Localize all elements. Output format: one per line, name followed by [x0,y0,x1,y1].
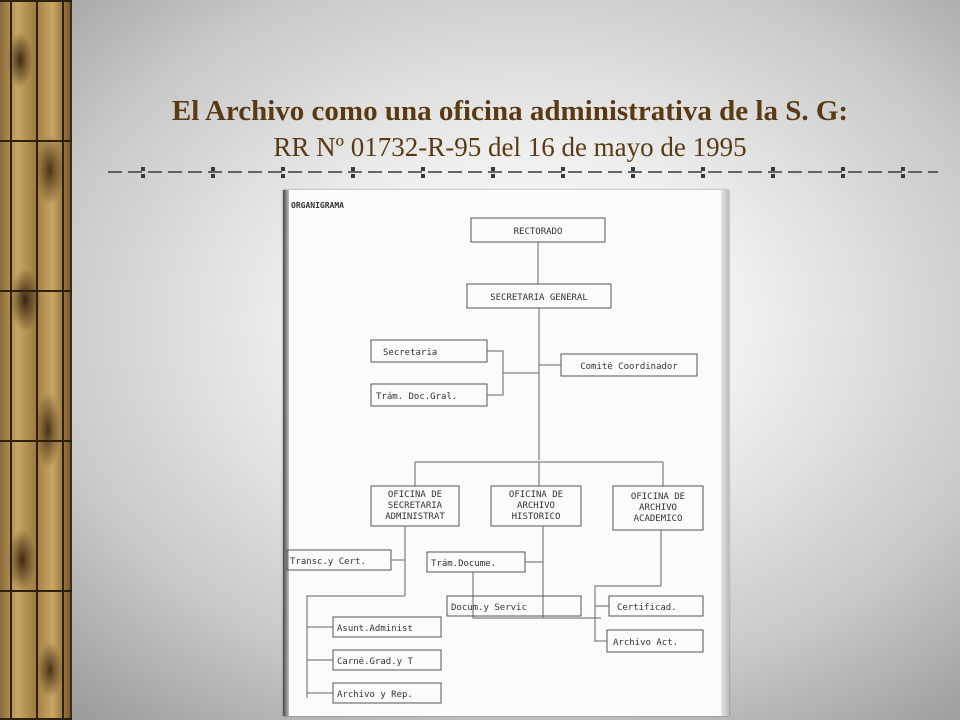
node-oficina-academico-l1: OFICINA DE [630,492,686,502]
node-archivo-rep: Archivo y Rep. [337,690,413,700]
node-oficina-historico-l2: ARCHIVO [517,501,555,511]
org-chart-label: ORGANIGRAMA [291,201,344,210]
node-docum-servic: Docum.y Servic [451,603,527,613]
decorative-side-border [0,0,72,720]
slide-title: El Archivo como una oficina administrativa de la S. G: [171,95,849,127]
node-carne-grad: Carné.Grad.y T [337,657,413,667]
node-oficina-academico-l2: ARCHIVO [639,503,677,513]
node-archivo-act: Archivo Act. [613,638,679,648]
node-oficina-historico-l1: OFICINA DE [508,490,564,500]
node-rectorado: RECTORADO [513,227,563,237]
dashed-divider [108,164,938,184]
node-comite-coordinador: Comité Coordinador [580,362,678,372]
node-certificad: Certificad. [617,603,677,613]
org-chart-diagram [283,190,729,716]
node-secretaria-general: SECRETARIA GENERAL [490,293,588,303]
node-oficina-secretaria-l3: ADMINISTRAT [385,512,445,522]
node-tram-docume: Trám.Docume. [431,559,497,569]
node-oficina-historico-l3: HISTORICO [511,512,561,522]
node-tram-doc-gral: Trám. Doc.Gral. [376,392,458,402]
node-asunt-administ: Asunt.Administ [337,624,413,634]
node-oficina-secretaria-l2: SECRETARIA [387,501,443,511]
org-chart-scan [283,190,729,716]
node-transc-cert: Transc.y Cert. [290,557,366,567]
node-oficina-academico-l3: ACADEMICO [633,514,683,524]
node-oficina-secretaria-l1: OFICINA DE [387,490,443,500]
slide-subtitle: RR Nº 01732-R-95 del 16 de mayo de 1995 [273,132,747,162]
node-secretaria: Secretaria [383,348,438,358]
